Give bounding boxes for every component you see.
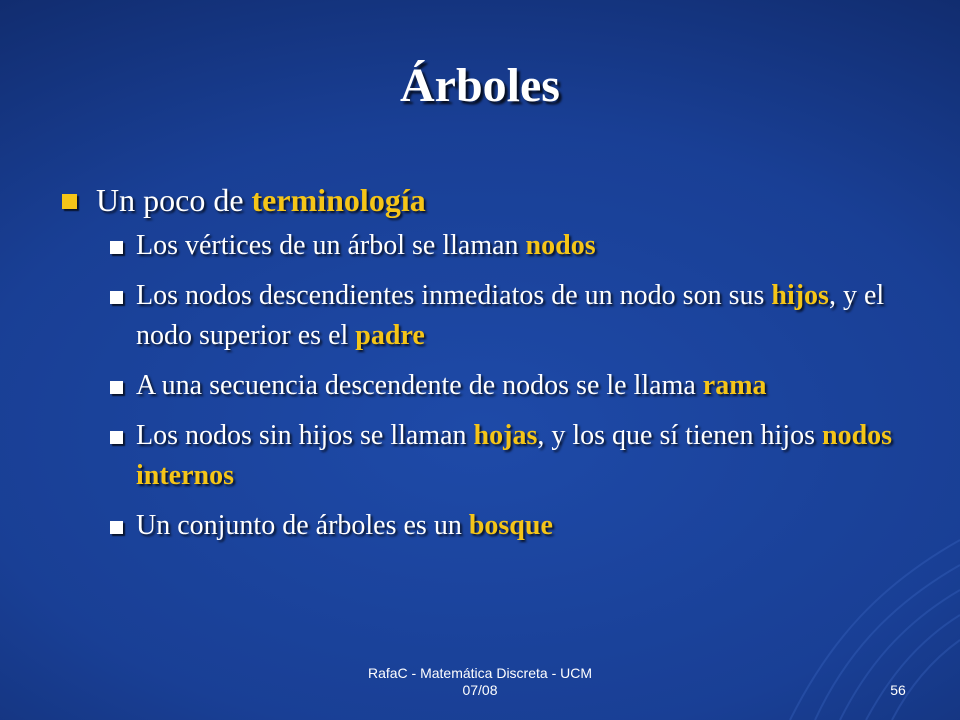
bullet-square-icon (62, 194, 77, 209)
sub-bullet-bosque (58, 506, 918, 546)
footer-line-1: RafaC - Matemática Discreta - UCM (367, 665, 593, 681)
bullet-square-icon (110, 381, 123, 394)
main-bullet (58, 178, 918, 222)
sub-bullet-text: , y el nodo superior es el (136, 280, 885, 351)
sub-bullet-text: Un conjunto de árboles es un (136, 510, 469, 541)
slide-footer (330, 665, 630, 699)
term-highlight: padre (355, 320, 425, 351)
bullet-square-icon (110, 291, 123, 304)
sub-bullet-text: , y los que sí tienen hijos (537, 420, 822, 451)
slide-title: Árboles (400, 59, 560, 112)
bullet-square-icon (110, 431, 123, 444)
bullet-square-icon (110, 241, 123, 254)
term-highlight: bosque (468, 510, 553, 541)
main-bullet-highlight: terminología (251, 182, 426, 218)
main-bullet-text: Un poco de (96, 182, 252, 218)
page-number: 56 (890, 682, 906, 698)
bullet-square-icon (110, 521, 123, 534)
term-highlight: nodos (525, 230, 596, 261)
footer-line-2: 07/08 (462, 682, 498, 698)
sub-bullet-text: Los nodos sin hijos se llaman (136, 420, 474, 451)
bullet-list (58, 178, 918, 556)
sub-bullet-hojas (58, 416, 918, 496)
sub-bullet-text: A una secuencia descendente de nodos se le llama (136, 370, 703, 401)
sub-bullet-rama (58, 366, 918, 406)
sub-bullet-text: Los vértices de un árbol se llaman (136, 230, 526, 261)
sub-bullet-nodos (58, 226, 918, 266)
term-highlight: rama (702, 370, 767, 401)
term-highlight: nodos internos (136, 420, 893, 491)
term-highlight: hijos (771, 280, 829, 311)
term-highlight: hojas (473, 420, 538, 451)
sub-bullet-text: Los nodos descendientes inmediatos de un nodo son sus (136, 280, 772, 311)
sub-bullet-hijos-padre (58, 276, 918, 356)
